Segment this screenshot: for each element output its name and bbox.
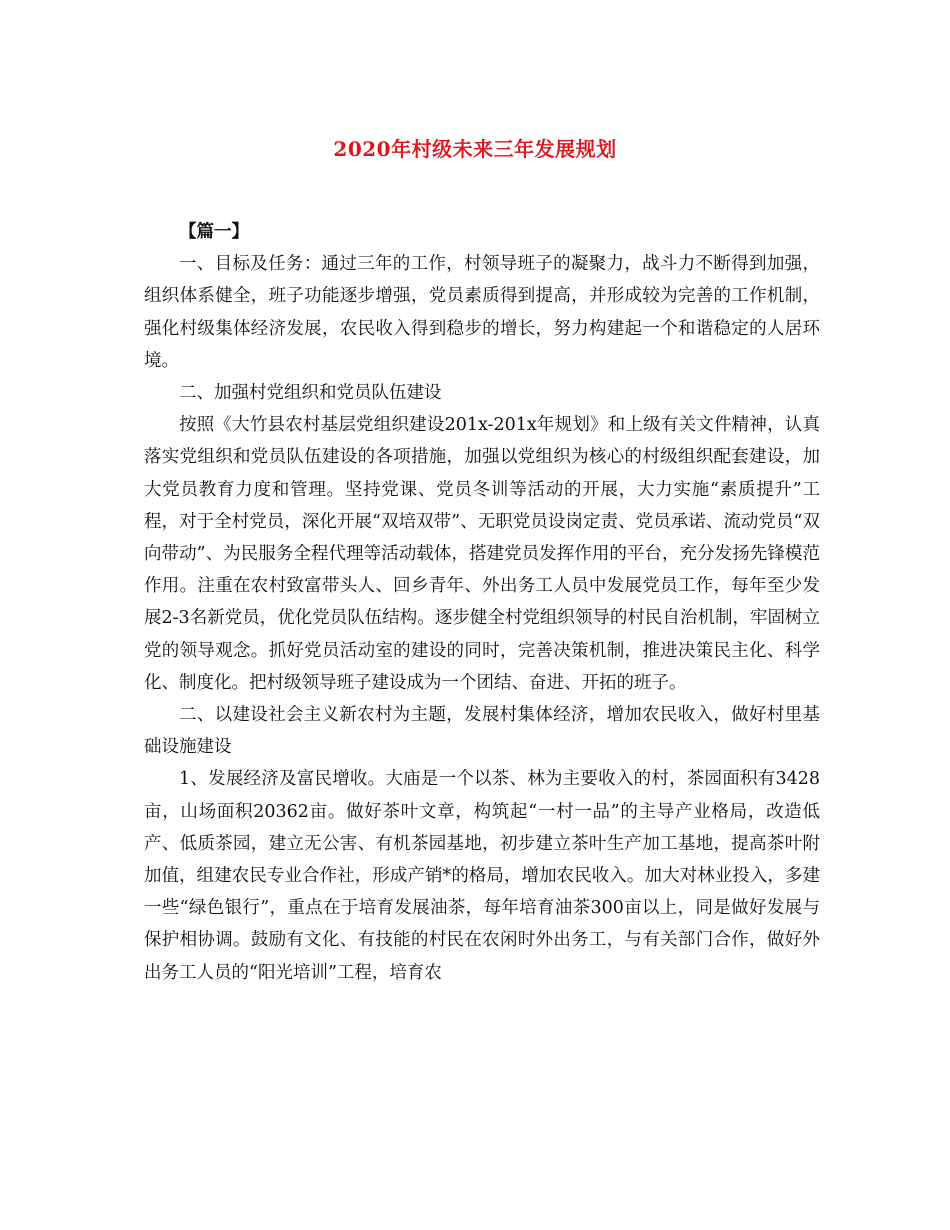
paragraph-party-building: 按照《大竹县农村基层党组织建设201x-201x年规划》和上级有关文件精神，认真落实党组织和党员队伍建设的各项措施，加强以党组织为核心的村级组织配套建设，加大党员教育力度和管理。坚持党课、党员冬训等活动的开展，大力实施“素质提升”工程，对于全村党员，深化开展“双培双带”、无职党员设岗定责、党员承诺、流动党员“双向带动”、为民服务全程代理等活动载体，搭建党员发挥作用的平台，充分发扬先锋模范作用。注重在农村致富带头人、回乡青年、外出务工人员中发展党员工作，每年至少发展2-3名新党员，优化党员队伍结构。逐步健全村党组织领导的村民自治机制，牢固树立党的领导观念。抓好党员活动室的建设的同时，完善决策机制，推进决策民主化、科学化、制度化。把村级领导班子建设成为一个团结、奋进、开拓的班子。: [144, 415, 820, 693]
heading-party-building: 二、加强村党组织和党员队伍建设: [179, 383, 442, 404]
heading-new-countryside: 二、以建设社会主义新农村为主题，发展村集体经济，增加农民收入，做好村里基础设施建设: [144, 705, 820, 758]
paragraph-goals: 一、目标及任务：通过三年的工作，村领导班子的凝聚力，战斗力不断得到加强，组织体系健全，班子功能逐步增强，党员素质得到提高，并形成较为完善的工作机制，强化村级集体经济发展，农民收入得到稳步的增长，努力构建起一个和谐稳定的人居环境。: [144, 254, 820, 371]
paragraph-economic-development: 1、发展经济及富民增收。大庙是一个以茶、林为主要收入的村，茶园面积有3428亩，山场面积20362亩。做好茶叶文章，构筑起“一村一品”的主导产业格局，改造低产、低质茶园，建立无公害、有机茶园基地，初步建立茶叶生产加工基地，提高茶叶附加值，组建农民专业合作社，形成产销*的格局，增加农民收入。加大对林业投入，多建一些“绿色银行”，重点在于培育发展油茶，每年培育油茶300亩以上，同是做好发展与保护相协调。鼓励有文化、有技能的村民在农闲时外出务工，与有关部门合作，做好外出务工人员的“阳光培训”工程，培育农: [144, 769, 820, 983]
document-title: 2020年村级未来三年发展规划: [333, 137, 617, 161]
document-body: [144, 216, 820, 989]
section-label: 【篇一】: [179, 222, 249, 242]
